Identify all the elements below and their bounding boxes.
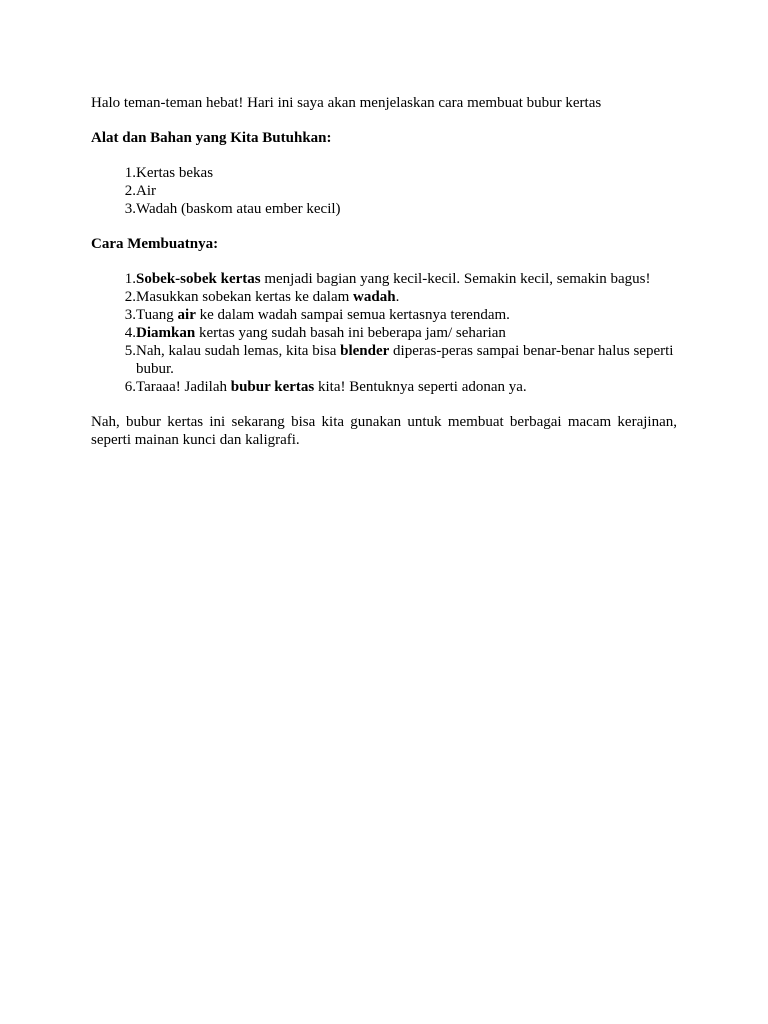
steps-list (91, 270, 677, 396)
step-text: Sobek-sobek kertas menjadi bagian yang kecil-kecil. Semakin kecil, semakin bagus! (136, 271, 651, 287)
list-number: 3. (124, 201, 136, 217)
step-item (91, 342, 677, 378)
step-text: Nah, kalau sudah lemas, kita bisa blender diperas-peras sampai benar-benar halus seperti bubur. (136, 343, 674, 377)
step-item (91, 270, 677, 288)
list-number: 3. (124, 307, 136, 323)
step-text: Diamkan kertas yang sudah basah ini beberapa jam/ seharian (136, 325, 506, 341)
list-item (91, 200, 677, 218)
step-item (91, 324, 677, 342)
list-number: 4. (124, 325, 136, 341)
step-item (91, 288, 677, 306)
step-text: Tuang air ke dalam wadah sampai semua kertasnya terendam. (136, 307, 510, 323)
tools-heading: Alat dan Bahan yang Kita Butuhkan: (91, 130, 332, 146)
list-item (91, 164, 677, 182)
tools-list (91, 164, 677, 218)
steps-heading: Cara Membuatnya: (91, 236, 219, 252)
list-number: 5. (124, 343, 136, 359)
step-item (91, 306, 677, 324)
list-number: 2. (124, 183, 136, 199)
step-item (91, 378, 677, 396)
step-text: Taraaa! Jadilah bubur kertas kita! Bentuknya seperti adonan ya. (136, 379, 527, 395)
list-number: 1. (124, 271, 136, 287)
list-number: 6. (124, 379, 136, 395)
document-body (91, 94, 677, 449)
list-item-text: Wadah (baskom atau ember kecil) (136, 201, 341, 217)
intro-paragraph: Halo teman-teman hebat! Hari ini saya akan menjelaskan cara membuat bubur kertas (91, 95, 602, 111)
list-item-text: Air (136, 183, 156, 199)
list-number: 1. (124, 165, 136, 181)
list-number: 2. (124, 289, 136, 305)
list-item-text: Kertas bekas (136, 165, 214, 181)
closing-paragraph: Nah, bubur kertas ini sekarang bisa kita gunakan untuk membuat berbagai macam kerajinan, seperti mainan kunci dan kaligrafi. (91, 414, 677, 448)
step-text: Masukkan sobekan kertas ke dalam wadah. (136, 289, 400, 305)
list-item (91, 182, 677, 200)
